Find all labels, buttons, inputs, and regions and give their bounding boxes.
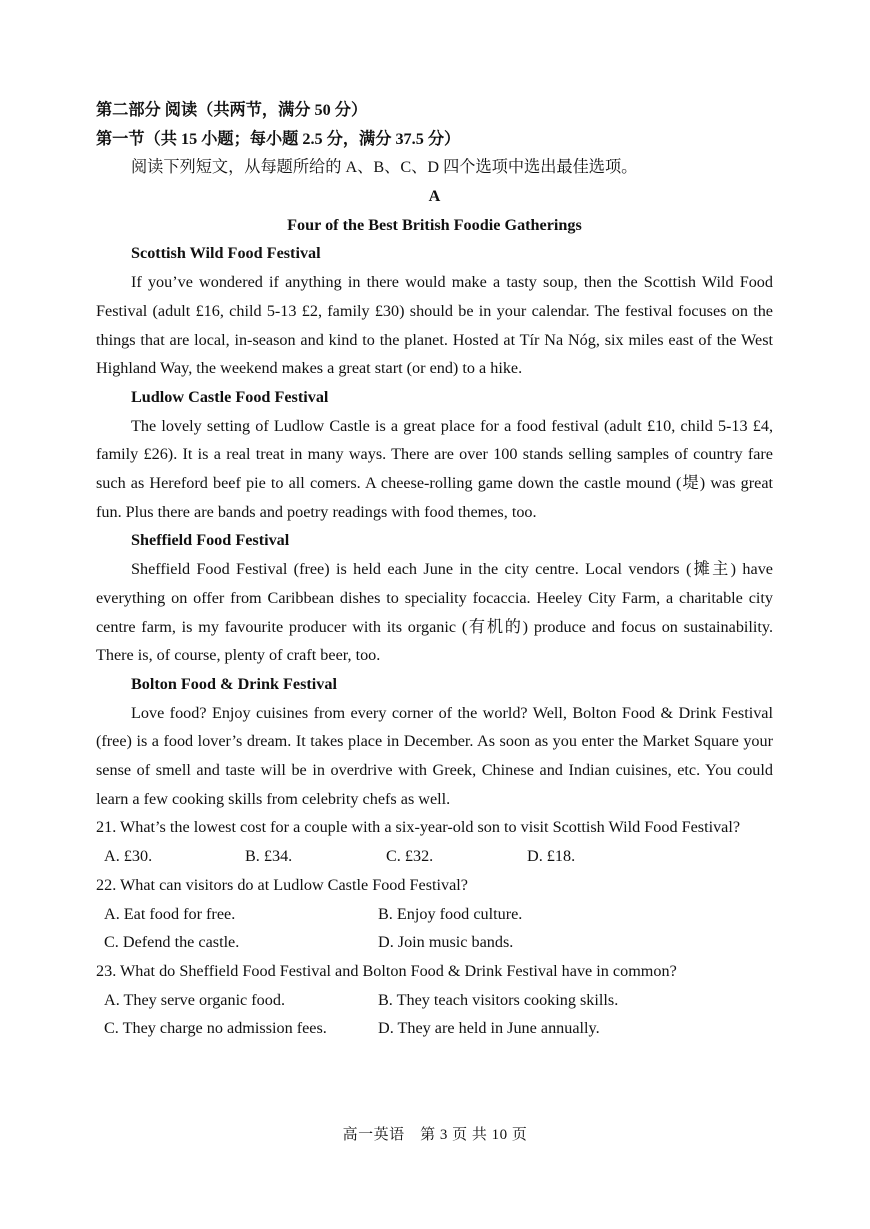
option-23-c: C. They charge no admission fees. [104, 1019, 327, 1038]
question-23-stem: 23. What do Sheffield Food Festival and Bolton Food & Drink Festival have in common? [96, 961, 677, 980]
option-23-b: B. They teach visitors cooking skills. [378, 990, 619, 1009]
option-22-c: C. Defend the castle. [104, 933, 240, 952]
option-21-d: D. £18. [527, 847, 576, 866]
festival-text-bolton: Love food? Enjoy cuisines from every corner of the world? Well, Bolton Food & Drink Festival (free) is a food lover’s dream. It takes place in December. As soon as you enter the Market Square your sense of smell and taste will be in overdrive with Greek, Chinese and Indian cuisines, etc. You could learn a few cooking skills from celebrity chefs as well. [96, 703, 773, 808]
festival-heading-ludlow: Ludlow Castle Food Festival [131, 387, 329, 406]
passage-letter: A [428, 187, 441, 206]
page-content [96, 96, 773, 1043]
question-21-stem: 21. What’s the lowest cost for a couple with a six-year-old son to visit Scottish Wild Food Festival? [96, 818, 741, 837]
option-23-d: D. They are held in June annually. [378, 1019, 600, 1038]
festival-heading-bolton: Bolton Food & Drink Festival [131, 674, 337, 693]
section-heading: 第一节（共 15 小题；每小题 2.5 分，满分 37.5 分） [96, 129, 461, 148]
page-footer: 高一英语 第 3 页 共 10 页 [342, 1127, 528, 1143]
festival-heading-scottish: Scottish Wild Food Festival [131, 244, 321, 263]
instruction-text: 阅读下列短文，从每题所给的 A、B、C、D 四个选项中选出最佳选项。 [131, 158, 638, 177]
passage-title: Four of the Best British Foodie Gatherings [287, 215, 582, 234]
option-22-a: A. Eat food for free. [104, 904, 236, 923]
festival-text-sheffield: Sheffield Food Festival (free) is held each June in the city centre. Local vendors (摊主) have everything on offer from Caribbean dishes to speciality focaccia. Heeley City Farm, a charitable city centre farm, is my favourite producer with its organic (有机的) produce and focus on sustainability. There is, of course, plenty of craft beer, too. [96, 560, 773, 665]
option-22-d: D. Join music bands. [378, 933, 514, 952]
part-heading: 第二部分 阅读（共两节，满分 50 分） [96, 101, 368, 119]
question-22-options-row2 [96, 928, 773, 957]
festival-text-scottish: If you’ve wondered if anything in there would make a tasty soup, then the Scottish Wild Food Festival (adult £16, child 5-13 £2, family £30) should be in your calendar. The festival focuses on the things that are local, in-season and kind to the planet. Hosted at Tír Na Nóg, six miles east of the West Highland Way, the weekend makes a great start (or end) to a hike. [96, 273, 773, 378]
option-22-b: B. Enjoy food culture. [378, 904, 523, 923]
question-23-options-row1 [96, 986, 773, 1015]
option-21-c: C. £32. [386, 847, 434, 866]
option-21-b: B. £34. [245, 847, 293, 866]
festival-text-ludlow: The lovely setting of Ludlow Castle is a great place for a food festival (adult £10, child 5-13 £4, family £26). It is a real treat in many ways. There are over 100 stands selling samples of country fare such as Hereford beef pie to all comers. A cheese-rolling game down the castle mound (堤) was great fun. Plus there are bands and poetry readings with food themes, too. [96, 416, 773, 521]
question-22-options-row1 [96, 900, 773, 929]
question-22-stem: 22. What can visitors do at Ludlow Castle Food Festival? [96, 875, 468, 894]
question-21-options [96, 842, 773, 871]
option-23-a: A. They serve organic food. [104, 990, 286, 1009]
option-21-a: A. £30. [104, 847, 153, 866]
festival-heading-sheffield: Sheffield Food Festival [131, 531, 290, 550]
question-23-options-row2 [96, 1014, 773, 1043]
